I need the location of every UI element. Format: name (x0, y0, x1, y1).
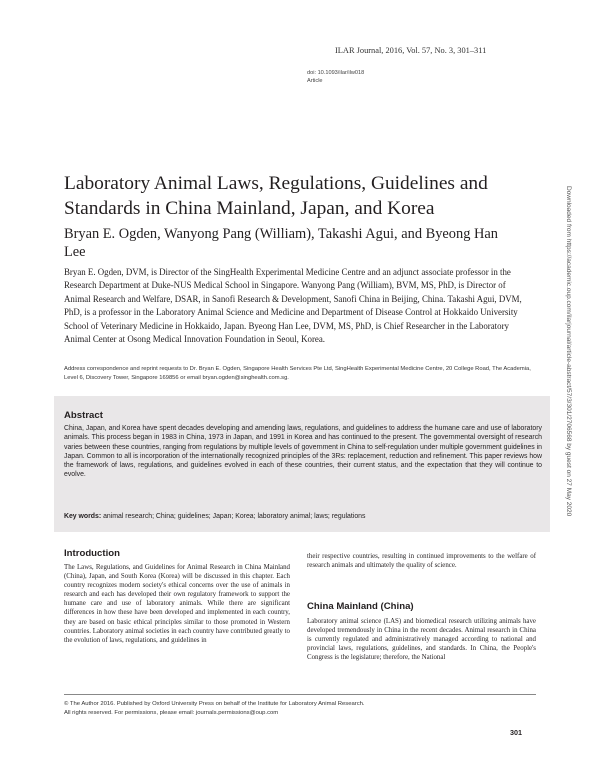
author-list: Bryan E. Ogden, Wanyong Pang (William), Takashi Agui, and Byeong Han Lee (64, 226, 498, 260)
page-number: 301 (510, 728, 522, 737)
keywords-list: animal research; China; guidelines; Japan; Korea; laboratory animal; laws; regulations (103, 513, 366, 520)
china-body: Laboratory animal science (LAS) and biomedical research utilizing animals have developed tremendously in China in the recent decades. Animal research in China is currently regulated and administratively managed according to national and provincial laws, regulations, guidelines, and standards. In China, the People's Congress is the legislature; therefore, the National (307, 618, 536, 662)
copyright-line-1: © The Author 2016. Published by Oxford University Press on behalf of the Institute for Laboratory Animal Research. (64, 701, 365, 707)
journal-citation: ILAR Journal, 2016, Vol. 57, No. 3, 301–311 (335, 46, 487, 55)
introduction-heading: Introduction (64, 548, 120, 559)
copyright-line-2: All rights reserved. For permissions, please email: journals.permissions@oup.com (64, 710, 279, 716)
author-bios: Bryan E. Ogden, DVM, is Director of the SingHealth Experimental Medicine Centre and an adjunct associate professor in the Research Department at Duke-NUS Medical School in Singapore. Wanyong Pang (William), BVM, MS, PhD, is Director of Animal Research and Welfare, DSAR, in Sanofi Research & Development, Sanofi China in Beijing, China. Takashi Agui, DVM, PhD, is a professor in the Laboratory Animal Science and Medicine and Department of Disease Control at Hokkaido University School of Veterinary Medicine in Hokkaido, Japan. Byeong Han Lee, DVM, MS, PhD, is Chief Researcher in the Laboratory Animal Center at Osong Medical Innovation Foundation in Seoul, Korea. (64, 267, 522, 345)
abstract-heading: Abstract (64, 410, 103, 421)
footer-divider (64, 694, 536, 695)
keywords-label: Key words: (64, 513, 102, 520)
copyright-notice (64, 700, 536, 718)
abstract-body: China, Japan, and Korea have spent decades developing and amending laws, regulations, and guidelines to address the humane care and use of laboratory animals. This process began in 1983 in China, 1973 in Japan, and 1991 in Korea and has continued to the present. The governmental oversight of research varies between these countries, ranging from regulations by multiple levels of government in China to self-regulation under multiple government guidelines in Japan. Common to all is incorporation of the internationally recognized principles of the 3Rs: replacement, reduction and refinement. This paper reviews how the framework of laws, regulations, and guidelines evolved in each of these countries, their current status, and the expectation that they will continue to evolve. (64, 425, 542, 479)
download-watermark: Downloaded from https://academic.oup.com/ilarjournal/article-abstract/57/3/301/2706568 by guest on 27 May 2020 (565, 186, 572, 517)
article-type: Article (307, 78, 323, 84)
article-title: Laboratory Animal Laws, Regulations, Guidelines and Standards in China Mainland, Japan, and Korea (64, 173, 488, 219)
introduction-body: The Laws, Regulations, and Guidelines for Animal Research in China Mainland (China), Japan, and South Korea (Korea) will be discussed in this chapter. Each country recognizes modern society's ethical concerns over the use of animals in research and each has developed their own regulatory framework to support the humane care and use of laboratory animals. While there are significant differences in how these have been developed and implemented in each country, they are based on basic ethical principles similar to those promoted in Western countries. Laboratory animal societies in each country have contributed greatly to the evolution of laws, regulations, and guidelines in (64, 564, 290, 644)
doi-line[interactable]: doi: 10.1093/ilar/ilw018 (307, 70, 365, 76)
keywords-line (64, 513, 542, 520)
china-heading: China Mainland (China) (307, 601, 414, 612)
doi-block (307, 69, 364, 85)
column2-continuation: their respective countries, resulting in continued improvements to the welfare of research animals and ultimately the quality of science. (307, 553, 536, 570)
correspondence-address: Address correspondence and reprint requests to Dr. Bryan E. Ogden, Singapore Health Services Pte Ltd, SingHealth Experimental Medicine Centre, 20 College Road, The Academia, Level 6, Discovery Tower, Singapore 169856 or email bryan.ogden@singhealth.com.sg. (64, 366, 531, 381)
